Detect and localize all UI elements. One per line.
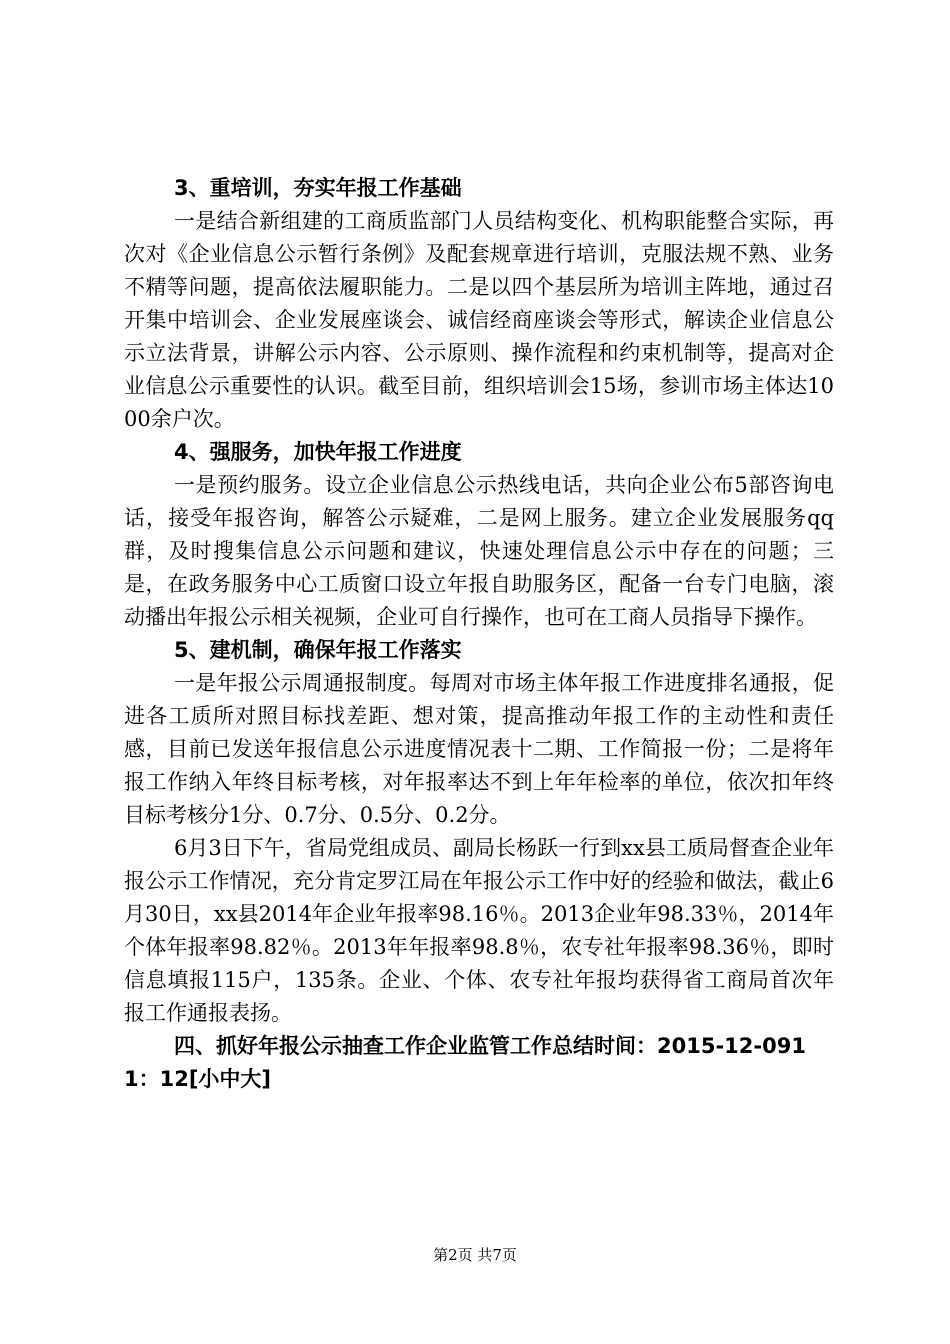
section-4-paragraph: 一是预约服务。设立企业信息公示热线电话，共向企业公布5部咨询电话，接受年报咨询，解答公示疑难，二是网上服务。建立企业发展服务qq群，及时搜集信息公示问题和建议，快速处理信息公示中存在的问题；三是，在政务服务中心工质窗口设立年报自助服务区，配备一台专门电脑，滚动播出年报公示相关视频，企业可自行操作，也可在工商人员指导下操作。 [124,473,834,629]
section-5-paragraph-2: 6月3日下午，省局党组成员、副局长杨跃一行到xx县工质局督查企业年报公示工作情况，充分肯定罗江局在年报公示工作中好的经验和做法，截止6月30日，xx县2014年企业年报率98.16％。2013企业年98.33％，2014年个体年报率98.82％。2013年年报率98.8％，农专社年报率98.36％，即时信息填报115户，135条。企业、个体、农专社年报均获得省工商局首次年报工作通报表扬。 [124,836,834,1025]
section-3-paragraph: 一是结合新组建的工商质监部门人员结构变化、机构职能整合实际，再次对《企业信息公示暂行条例》及配套规章进行培训，克服法规不熟、业务不精等问题，提高依法履职能力。二是以四个基层所为培训主阵地，通过召开集中培训会、企业发展座谈会、诚信经商座谈会等形式，解读企业信息公示立法背景，讲解公示内容、公示原则、操作流程和约束机制等，提高对企业信息公示重要性的认识。截至目前，组织培训会15场，参训市场主体达1000余户次。 [124,209,834,431]
section-heading-5: 5、建机制，确保年报工作落实 [174,638,462,662]
page-footer: 第2页 共7页 [433,1246,517,1264]
section-heading-4: 4、强服务，加快年报工作进度 [174,440,462,464]
document-body [124,172,834,1096]
section-5-paragraph-1: 一是年报公示周通报制度。每周对市场主体年报工作进度排名通报，促进各工质所对照目标找差距、想对策，提高推动年报工作的主动性和责任感，目前已发送年报信息公示进度情况表十二期、工作简报一份；二是将年报工作纳入年终目标考核，对年报率达不到上年年检率的单位，依次扣年终目标考核分1分、0.7分、0.5分、0.2分。 [124,671,834,827]
closing-heading: 四、抓好年报公示抽查工作企业监管工作总结时间：2015-12-0911：12[小中大] [124,1034,806,1091]
section-heading-3: 3、重培训，夯实年报工作基础 [174,176,462,200]
